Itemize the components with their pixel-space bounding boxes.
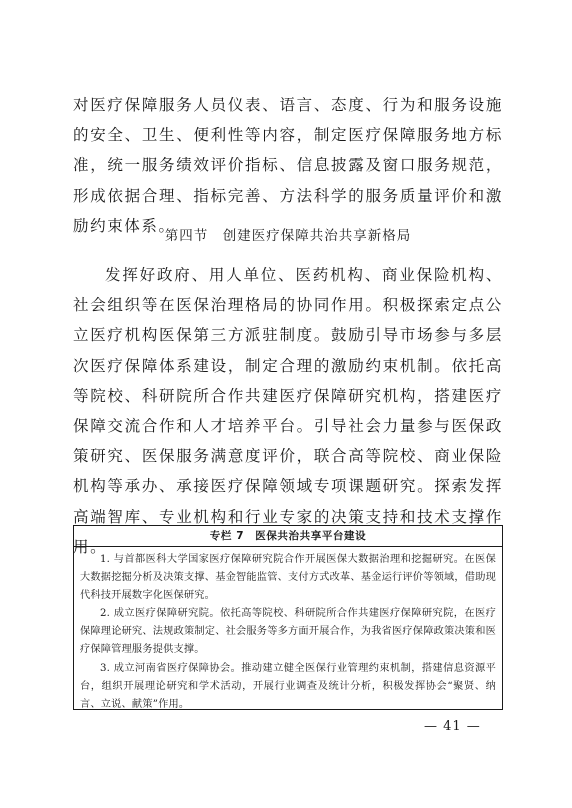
box-item-2: 2. 成立医疗保障研究院。依托高等院校、科研院所合作共建医疗保障研究院，在医疗保障理论研究、法规政策制定、社会服务等多方面开展合作，为我省医疗保障政策决策和医疗保障管理服务提供支撑。 <box>80 608 496 656</box>
box-item-3: 3. 成立河南省医疗保障协会。推动建立健全医保行业管理约束机制，搭建信息资源平台，组织开展理论研究和学术活动，开展行业调查及统计分析，积极发挥协会“聚贤、纳言、立说、献策”作用。 <box>80 662 496 710</box>
box-body <box>74 547 502 714</box>
box-item-1: 1. 与首都医科大学国家医疗保障研究院合作开展医保大数据治理和挖掘研究。在医保大数据挖掘分析及决策支撑、基金智能监管、支付方式改革、基金运行评价等领域，借助现代科技开展数字化医保研究。 <box>80 554 496 602</box>
box-title: 专栏 7 医保共治共享平台建设 <box>74 526 502 547</box>
continued-paragraph: 对医疗保障服务人员仪表、语言、态度、行为和服务设施的安全、卫生、便利性等内容，制定医疗保障服务地方标准，统一服务绩效评价指标、信息披露及窗口服务规范，形成依据合理、指标完善、方法科学的服务质量评价和激励约束体系。 <box>73 96 503 235</box>
sidebar-box <box>73 525 503 710</box>
section-heading: 第四节 创建医疗保障共治共享新格局 <box>164 228 412 244</box>
page-number: — 41 — <box>424 719 481 734</box>
main-paragraph: 发挥好政府、用人单位、医药机构、商业保险机构、社会组织等在医保治理格局的协同作用。积极探索定点公立医疗机构医保第三方派驻制度。鼓励引导市场参与多层次医疗保障体系建设，制定合理的激励约束机制。依托高等院校、科研院所合作共建医疗保障研究机构，搭建医疗保障交流合作和人才培养平台。引导社会力量参与医保政策研究、医保服务满意度评价，联合高等院校、商业保险机构等承办、承接医疗保障领域专项课题研究。探索发挥高端智库、专业机构和行业专家的决策支持和技术支撑作用。 <box>73 266 503 556</box>
